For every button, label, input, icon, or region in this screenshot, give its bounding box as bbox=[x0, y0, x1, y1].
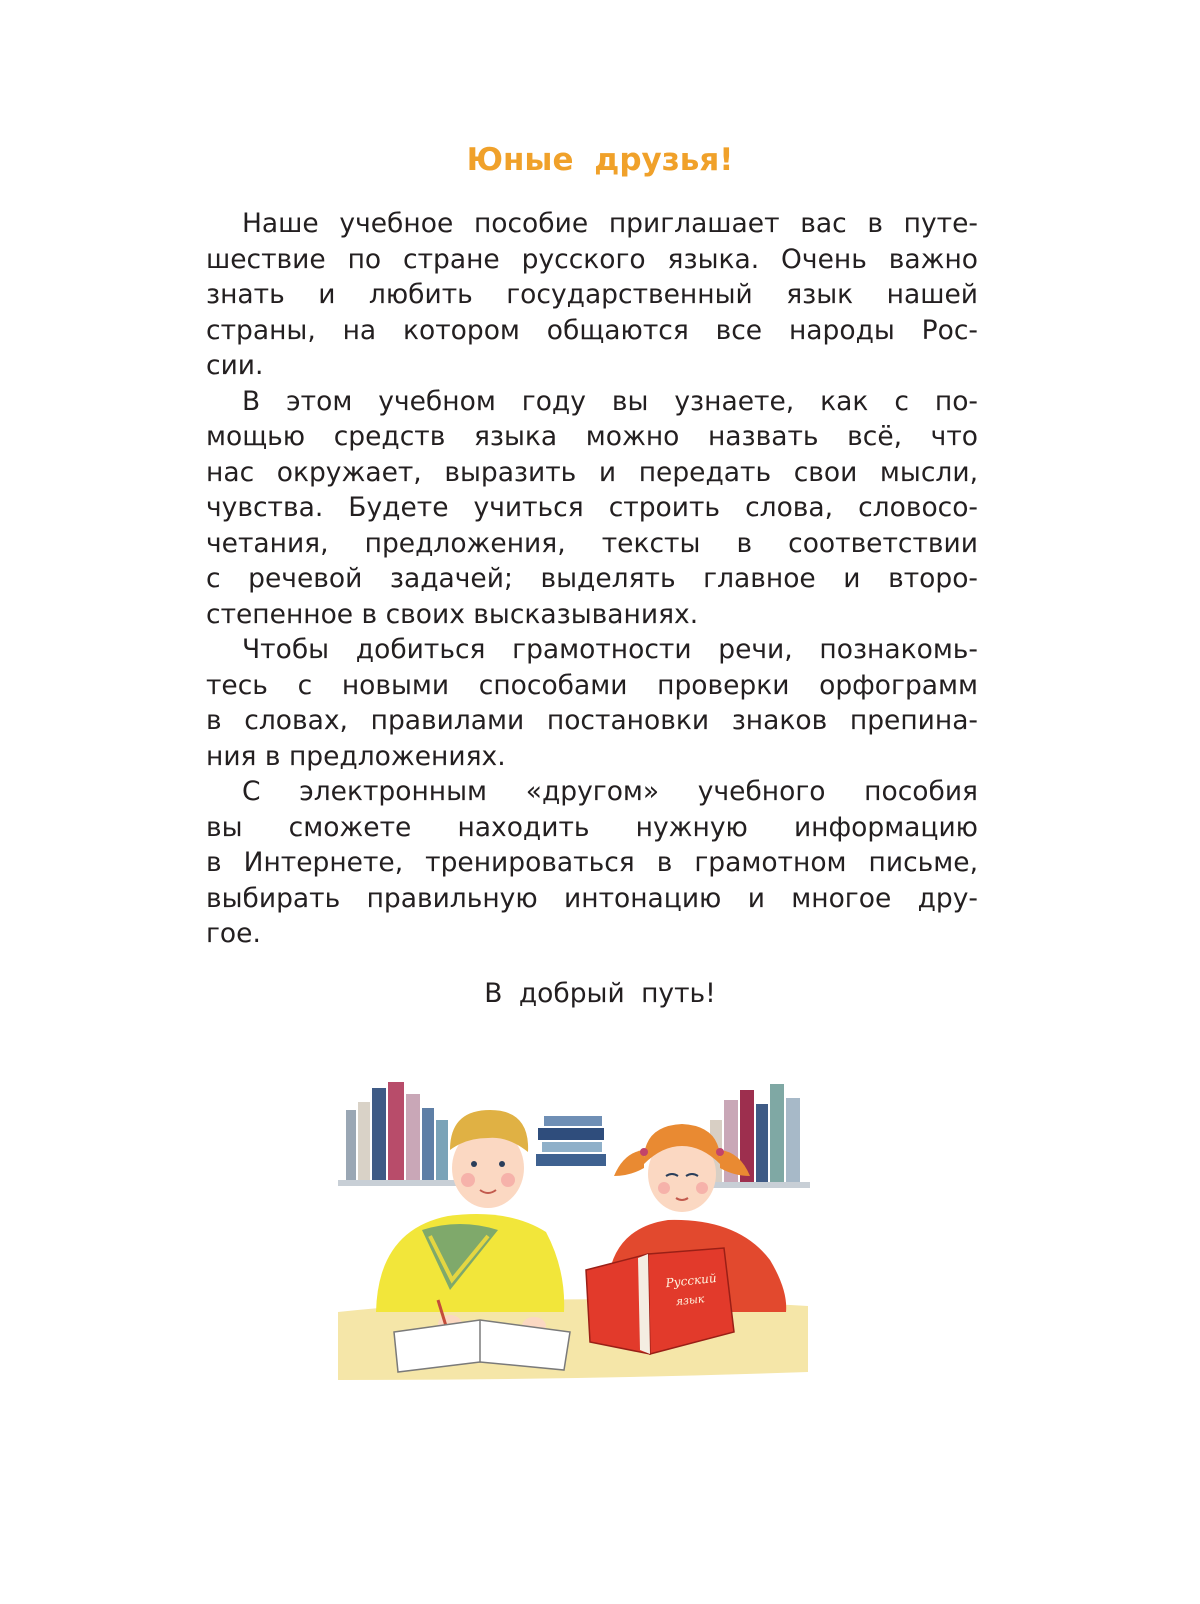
text-line: С электронным «другом» учебного пособия bbox=[242, 776, 978, 807]
closing-wish: В добрый путь! bbox=[484, 978, 716, 1009]
center-book-stack bbox=[536, 1116, 606, 1166]
text-line: мощью средств языка можно назвать всё, что bbox=[206, 421, 978, 452]
body-text bbox=[206, 206, 978, 952]
text-line: знать и любить государственный язык нашей bbox=[206, 279, 978, 310]
text-line: страны, на котором общаются все народы Рос- bbox=[206, 314, 978, 346]
boy-figure bbox=[376, 1110, 564, 1335]
children-reading-illustration bbox=[338, 1080, 814, 1406]
page-title: Юные друзья! bbox=[466, 142, 734, 178]
book-title-line-1: Русский bbox=[664, 1270, 718, 1291]
text-line: Чтобы добиться грамотности речи, познакомь- bbox=[242, 634, 978, 665]
text-line: четания, предложения, тексты в соответствии bbox=[206, 527, 978, 559]
text-line: в словах, правилами постановки знаков препина- bbox=[206, 705, 978, 736]
text-line: В этом учебном году вы узнаете, как с по- bbox=[242, 385, 978, 417]
text-line: чувства. Будете учиться строить слова, словосо- bbox=[206, 492, 978, 523]
book-title-line-2: язык bbox=[675, 1292, 706, 1309]
text-line: сии. bbox=[206, 350, 264, 381]
paragraph-3 bbox=[206, 632, 978, 774]
text-line: в Интернете, тренироваться в грамотном письме, bbox=[206, 847, 978, 878]
russian-language-book bbox=[586, 1248, 734, 1354]
left-bookshelf bbox=[338, 1082, 456, 1186]
text-line: с речевой задачей; выделять главное и второ- bbox=[206, 563, 978, 594]
text-line: вы сможете находить нужную информацию bbox=[206, 811, 978, 843]
text-line: тесь с новыми способами проверки орфограмм bbox=[206, 669, 978, 701]
paragraph-4 bbox=[206, 774, 978, 952]
paragraph-2 bbox=[206, 384, 978, 633]
right-bookshelf bbox=[702, 1084, 810, 1188]
text-line: ния в предложениях. bbox=[206, 740, 506, 772]
text-line: шествие по стране русского языка. Очень важно bbox=[206, 243, 978, 275]
text-line: степенное в своих высказываниях. bbox=[206, 598, 699, 630]
text-line: выбирать правильную интонацию и многое дру- bbox=[206, 882, 978, 914]
text-line: Наше учебное пособие приглашает вас в путе- bbox=[242, 208, 978, 239]
text-line: нас окружает, выразить и передать свои мысли, bbox=[206, 456, 978, 488]
text-line: гое. bbox=[206, 918, 261, 949]
paragraph-1 bbox=[206, 206, 978, 384]
